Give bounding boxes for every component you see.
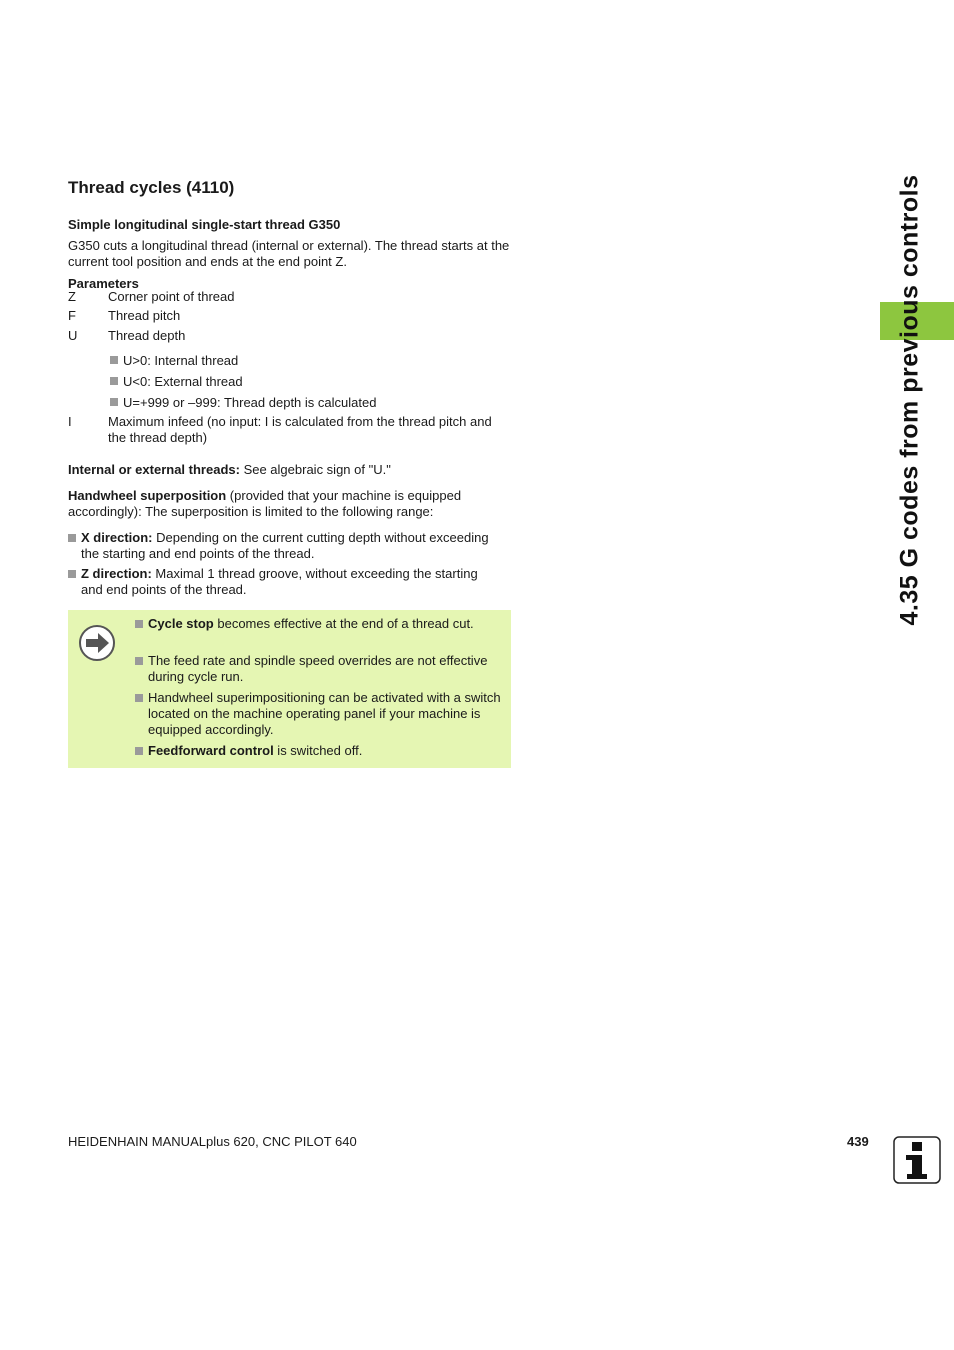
direction-bullet: Z direction: Maximal 1 thread groove, without exceeding the starting and end points of the thread. <box>68 566 513 600</box>
param-desc: Thread depth <box>108 328 186 343</box>
bullet-square-icon <box>68 534 76 542</box>
param-symbol: F <box>68 308 76 323</box>
param-desc: Maximum infeed (no input: I is calculated from the thread pitch and the thread depth) <box>108 414 492 445</box>
handwheel-paragraph: Handwheel superposition (provided that your machine is equipped accordingly): The superposition is limited to the following range: <box>68 488 462 519</box>
bullet-square-icon <box>135 657 143 665</box>
param-symbol: U <box>68 328 78 343</box>
section-title: Thread cycles (4110) <box>68 178 235 197</box>
bullet-square-icon <box>68 570 76 578</box>
bullet-square-icon <box>110 377 118 385</box>
param-symbol: Z <box>68 289 76 304</box>
bullet-square-icon <box>135 620 143 628</box>
note-item: The feed rate and spindle speed overrides are not effective during cycle run. <box>135 653 505 687</box>
u-option: U>0: Internal thread <box>110 353 238 369</box>
internal-external-paragraph: Internal or external threads: See algebraic sign of "U." <box>68 462 391 477</box>
bullet-square-icon <box>135 694 143 702</box>
param-symbol: I <box>68 414 72 429</box>
u-option: U=+999 or –999: Thread depth is calculated <box>110 395 376 411</box>
info-icon <box>893 1136 941 1184</box>
intro-paragraph: G350 cuts a longitudinal thread (internal or external). The thread starts at the current tool position and ends at the end point Z. <box>68 238 510 269</box>
page-number: 439 <box>847 1134 869 1149</box>
param-desc: Corner point of thread <box>108 289 235 304</box>
bullet-square-icon <box>110 398 118 406</box>
parameters-label: Parameters <box>68 276 139 291</box>
arrow-right-icon <box>78 624 116 662</box>
note-item: Cycle stop becomes effective at the end of a thread cut. <box>135 616 505 650</box>
u-option: U<0: External thread <box>110 374 243 390</box>
param-row <box>68 414 513 448</box>
bullet-square-icon <box>110 356 118 364</box>
note-item: Handwheel superimpositioning can be activated with a switch located on the machine operating panel if your machine is equipped accordingly. <box>135 690 505 740</box>
param-desc: Thread pitch <box>108 308 181 323</box>
note-item: Feedforward control is switched off. <box>135 743 505 761</box>
footer-text: HEIDENHAIN MANUALplus 620, CNC PILOT 640 <box>68 1134 357 1149</box>
bullet-square-icon <box>135 747 143 755</box>
direction-bullet: X direction: Depending on the current cutting depth without exceeding the starting and end points of the thread. <box>68 530 513 564</box>
subsection-title: Simple longitudinal single-start thread G350 <box>68 217 341 232</box>
